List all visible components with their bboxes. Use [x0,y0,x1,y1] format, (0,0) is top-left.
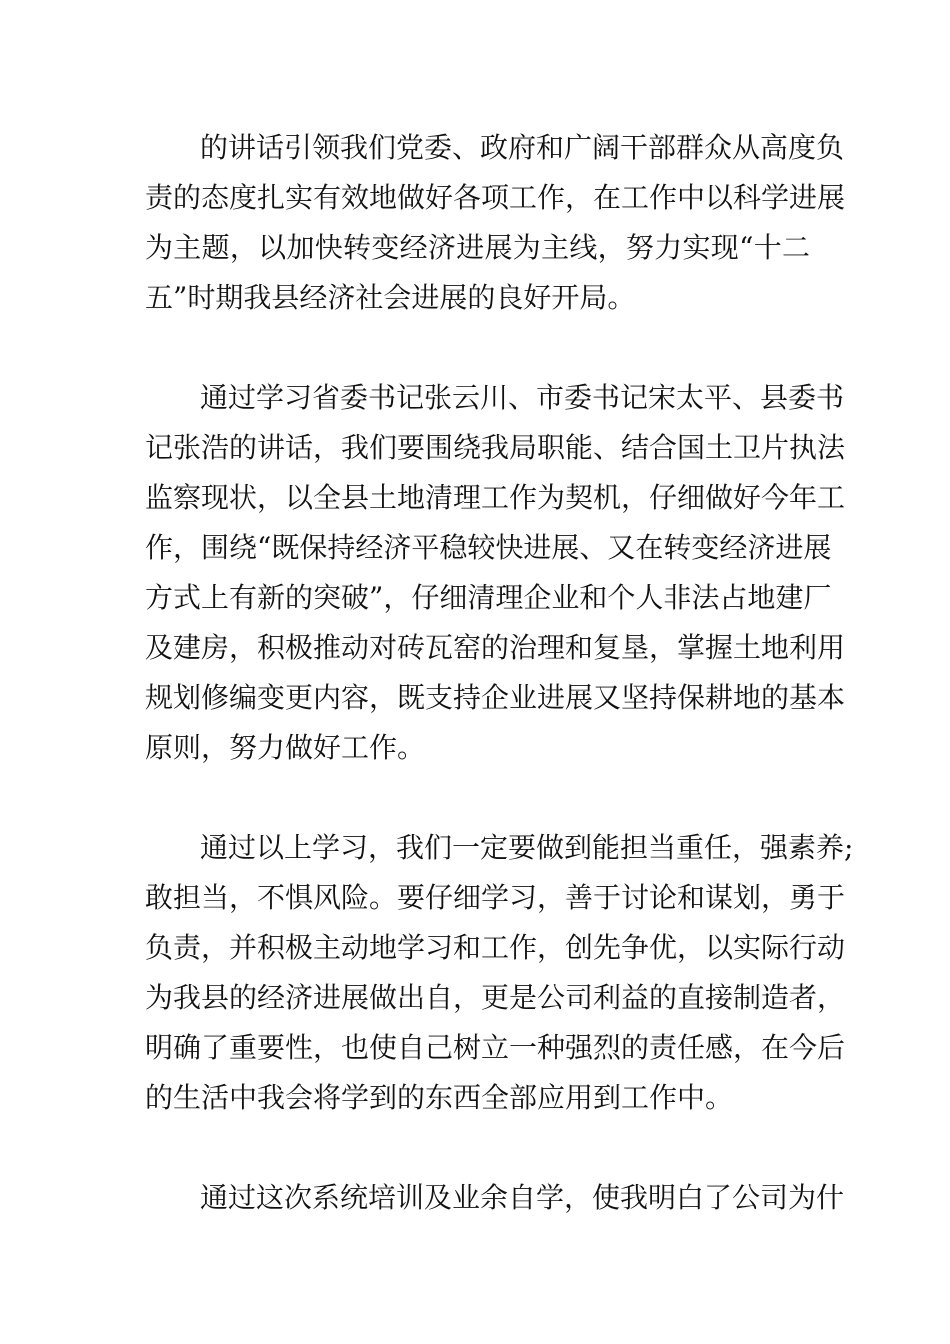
paragraph-line: 五”时期我县经济社会进展的良好开局。 [145,281,636,314]
paragraph-line: 为主题，以加快转变经济进展为主线，努力实现“十二 [145,231,810,264]
paragraph-line: 负责，并积极主动地学习和工作，创先争优，以实际行动 [145,931,846,964]
paragraph-line: 方式上有新的突破”，仔细清理企业和个人非法占地建厂 [145,581,832,614]
paragraph-line: 通过以上学习，我们一定要做到能担当重任，强素养; [200,831,854,864]
paragraph-line: 的讲话引领我们党委、政府和广阔干部群众从高度负 [200,131,845,164]
paragraph-line: 及建房，积极推动对砖瓦窑的治理和复垦，掌握土地利用 [145,631,846,664]
paragraph-line: 为我县的经济进展做出自，更是公司利益的直接制造者， [145,981,846,1014]
paragraph-line: 通过学习省委书记张云川、市委书记宋太平、县委书 [200,381,845,414]
paragraph-line: 的生活中我会将学到的东西全部应用到工作中。 [145,1081,734,1114]
paragraph-line: 记张浩的讲话，我们要围绕我局职能、结合国土卫片执法 [145,431,846,464]
paragraph-line: 作，围绕“既保持经济平稳较快进展、又在转变经济进展 [145,531,832,564]
paragraph-line: 原则，努力做好工作。 [145,731,426,764]
paragraph-line: 敢担当，不惧风险。要仔细学习，善于讨论和谋划，勇于 [145,881,846,914]
paragraph-line: 责的态度扎实有效地做好各项工作，在工作中以科学进展 [145,181,846,214]
paragraph-line: 规划修编变更内容，既支持企业进展又坚持保耕地的基本 [145,681,846,714]
paragraph-line: 通过这次系统培训及业余自学，使我明白了公司为什 [200,1181,845,1214]
paragraph-line: 监察现状，以全县土地清理工作为契机，仔细做好今年工 [145,481,846,514]
paragraph-line: 明确了重要性，也使自己树立一种强烈的责任感，在今后 [145,1031,846,1064]
